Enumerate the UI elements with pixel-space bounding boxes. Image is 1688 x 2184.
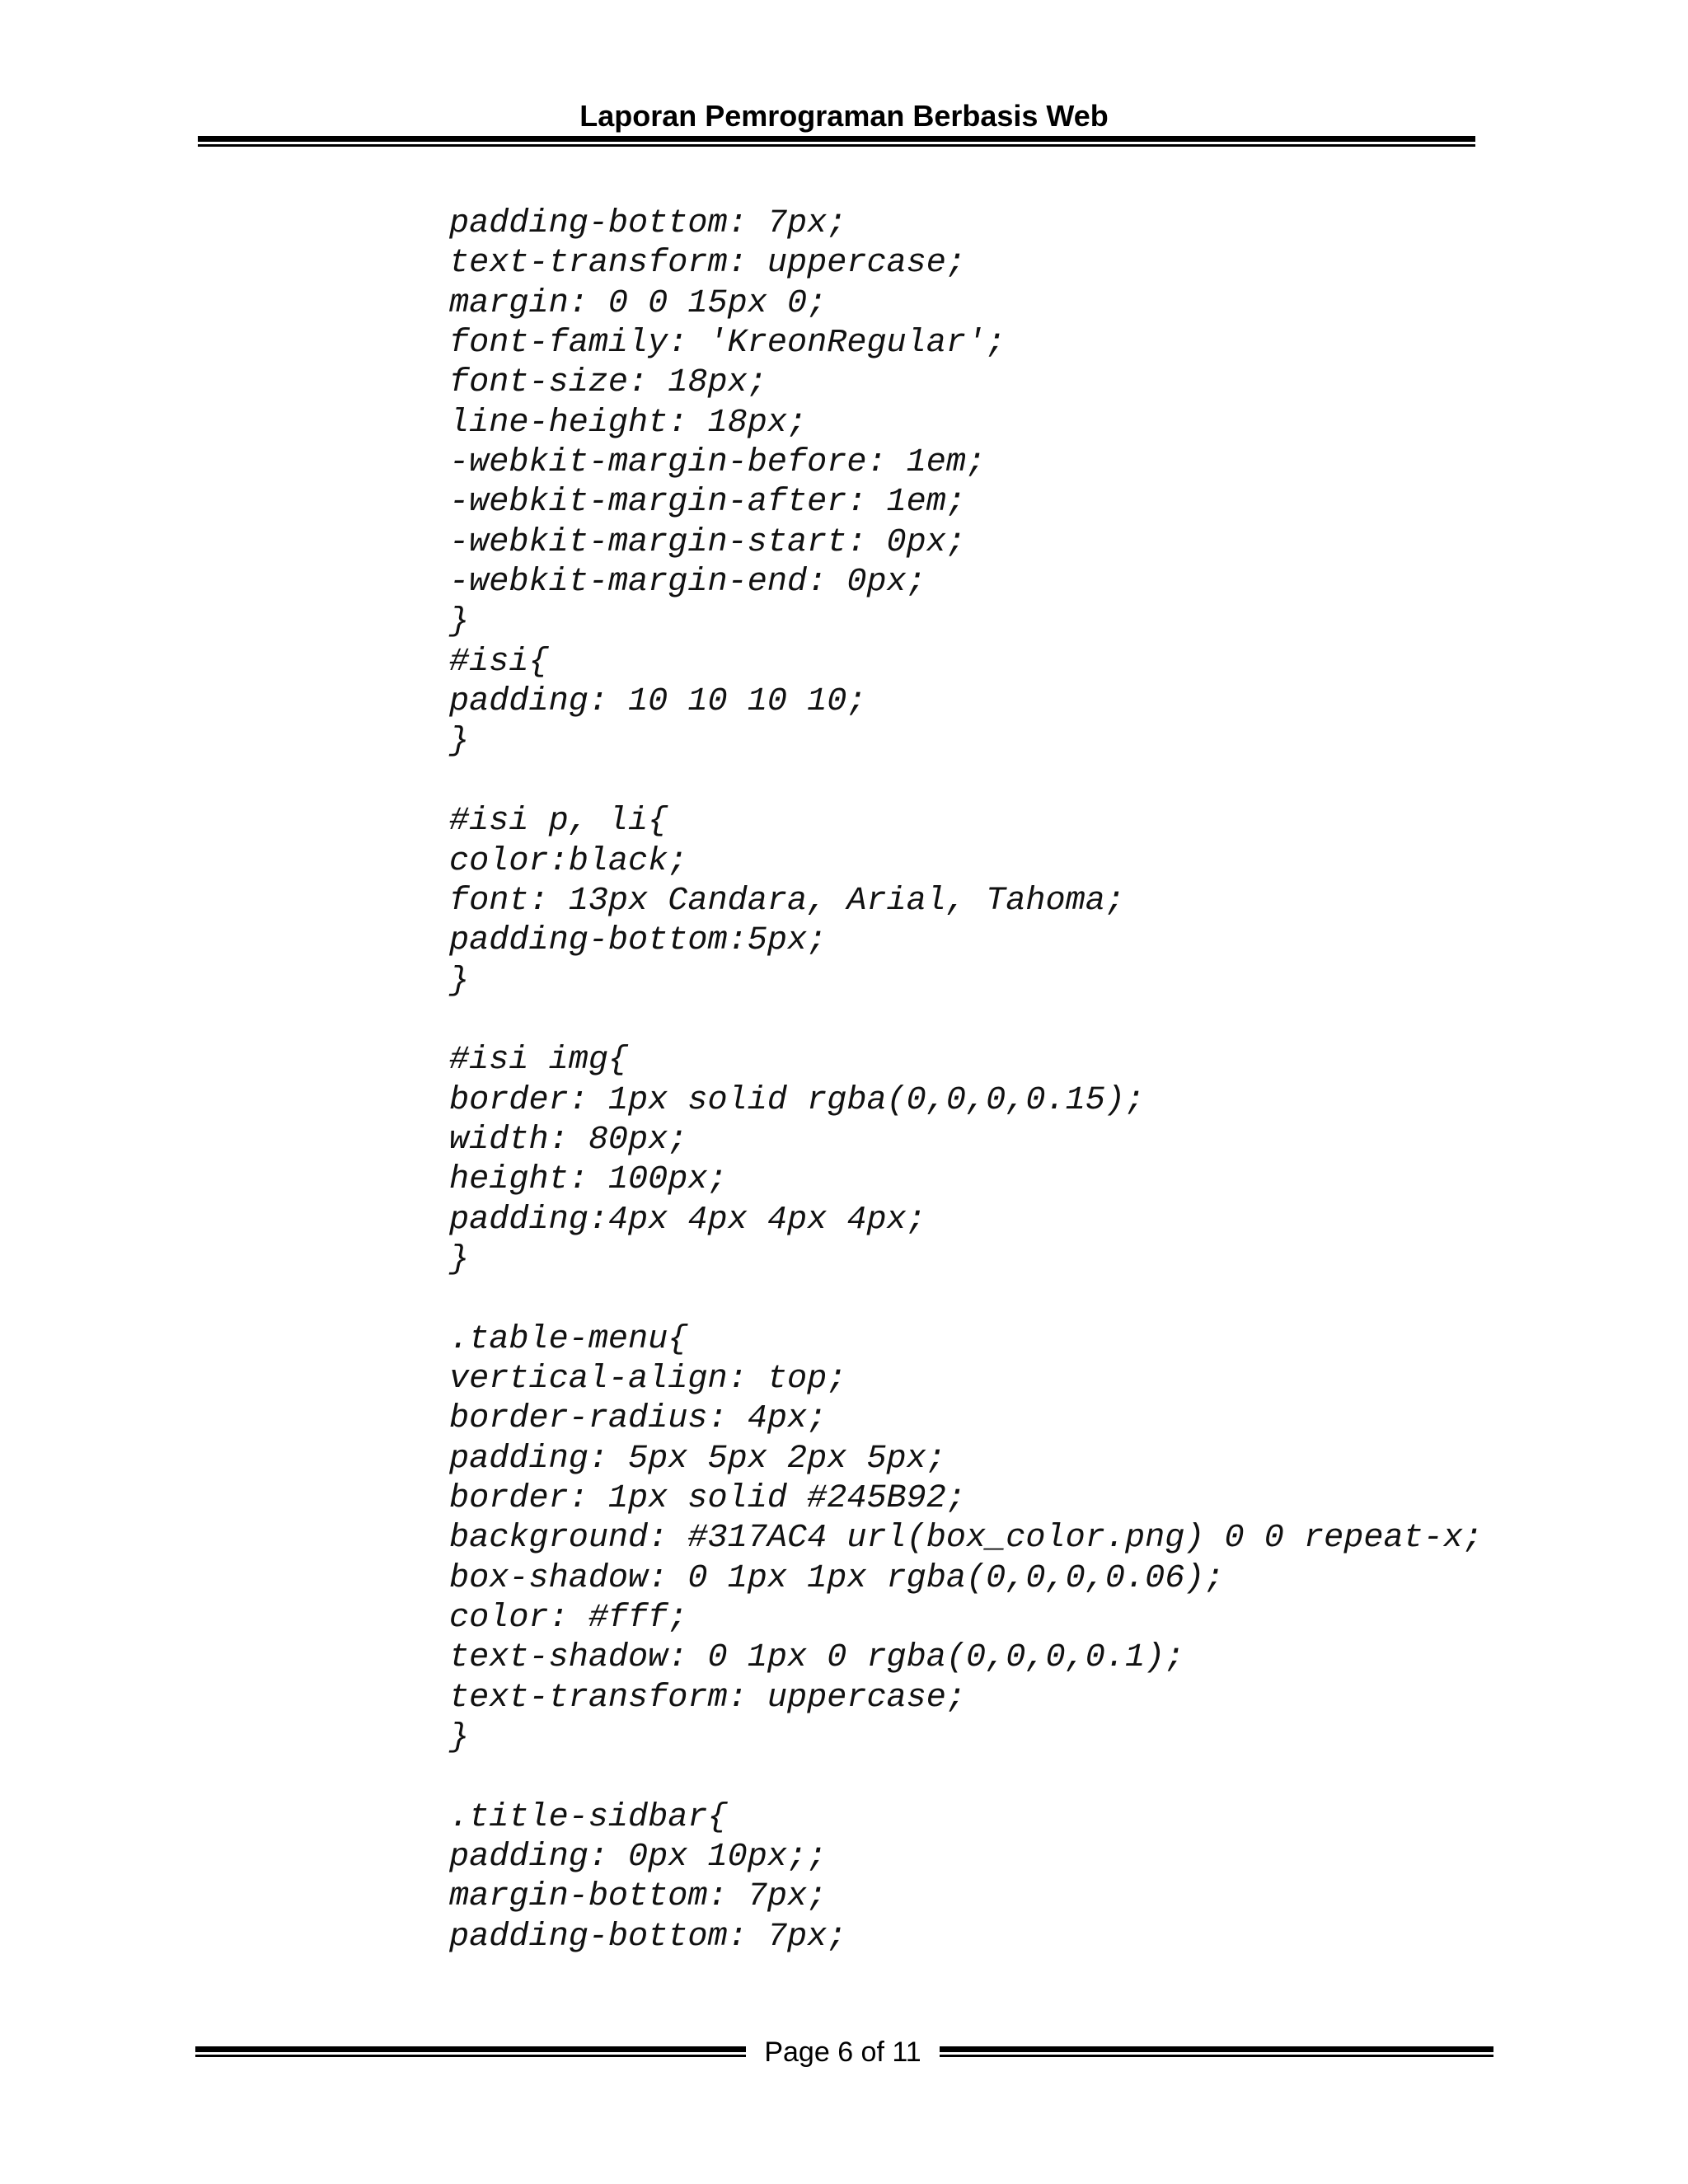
code-line: padding: 0px 10px;; — [449, 1839, 828, 1877]
code-line: margin-bottom: 7px; — [449, 1878, 828, 1916]
code-line — [449, 762, 1483, 802]
code-line: -webkit-margin-end: 0px; — [449, 564, 926, 602]
code-line: text-transform: uppercase; — [449, 1679, 967, 1717]
code-line: } — [449, 603, 470, 641]
code-line — [449, 1280, 1483, 1319]
code-line: padding:4px 4px 4px 4px; — [449, 1201, 926, 1239]
code-line: #isi img{ — [449, 1042, 629, 1080]
code-line: border: 1px solid #245B92; — [449, 1480, 967, 1517]
footer-rule-right-thin — [940, 2055, 1493, 2057]
code-line: .title-sidbar{ — [449, 1798, 728, 1836]
code-line: } — [449, 723, 470, 761]
code-line: .table-menu{ — [449, 1320, 688, 1358]
code-line: font-size: 18px; — [449, 364, 767, 402]
code-line: } — [449, 1240, 470, 1278]
code-line: -webkit-margin-after: 1em; — [449, 484, 967, 522]
page-footer — [0, 2032, 1688, 2073]
code-listing — [449, 204, 1483, 1957]
footer-rule-right-thick — [940, 2046, 1493, 2052]
code-line: background: #317AC4 url(box_color.png) 0 0 repeat-x; — [449, 1520, 1484, 1558]
footer-rule-right — [940, 2046, 1493, 2057]
code-line: #isi{ — [449, 643, 549, 681]
code-line: font: 13px Candara, Arial, Tahoma; — [449, 882, 1125, 920]
code-line: padding: 5px 5px 2px 5px; — [449, 1440, 946, 1478]
footer-rule-left-thin — [195, 2055, 746, 2057]
code-line: padding-bottom: 7px; — [449, 1918, 847, 1956]
code-line: font-family: 'KreonRegular'; — [449, 325, 1006, 363]
code-line: } — [449, 962, 470, 1000]
code-line: } — [449, 1719, 470, 1757]
code-line — [449, 1758, 1483, 1797]
code-line: margin: 0 0 15px 0; — [449, 284, 828, 322]
page-header-title: Laporan Pemrograman Berbasis Web — [579, 99, 1109, 133]
code-line: color: #fff; — [449, 1600, 688, 1638]
code-line: -webkit-margin-before: 1em; — [449, 444, 987, 482]
code-line: text-transform: uppercase; — [449, 245, 967, 283]
code-line: padding-bottom:5px; — [449, 922, 828, 960]
code-line: border: 1px solid rgba(0,0,0,0.15); — [449, 1081, 1146, 1119]
code-line: line-height: 18px; — [449, 404, 808, 442]
header-rule-thick — [198, 136, 1475, 142]
code-line: #isi p, li{ — [449, 803, 668, 841]
header-rule-thin — [198, 144, 1475, 147]
code-line: padding: 10 10 10 10; — [449, 683, 867, 721]
code-line: color:black; — [449, 842, 688, 880]
code-line: -webkit-margin-start: 0px; — [449, 523, 967, 561]
page-number: Page 6 of 11 — [764, 2036, 921, 2068]
code-line: vertical-align: top; — [449, 1360, 847, 1398]
code-line — [449, 1001, 1483, 1041]
code-line: height: 100px; — [449, 1161, 728, 1199]
footer-rule-left-thick — [195, 2046, 746, 2052]
code-line: text-shadow: 0 1px 0 rgba(0,0,0,0.1); — [449, 1639, 1185, 1677]
header-double-rule — [198, 136, 1475, 147]
code-line: padding-bottom: 7px; — [449, 205, 847, 242]
code-line: border-radius: 4px; — [449, 1400, 828, 1438]
code-line: box-shadow: 0 1px 1px rgba(0,0,0,0.06); — [449, 1559, 1225, 1597]
footer-rule-left — [195, 2046, 746, 2057]
code-line: width: 80px; — [449, 1121, 688, 1159]
